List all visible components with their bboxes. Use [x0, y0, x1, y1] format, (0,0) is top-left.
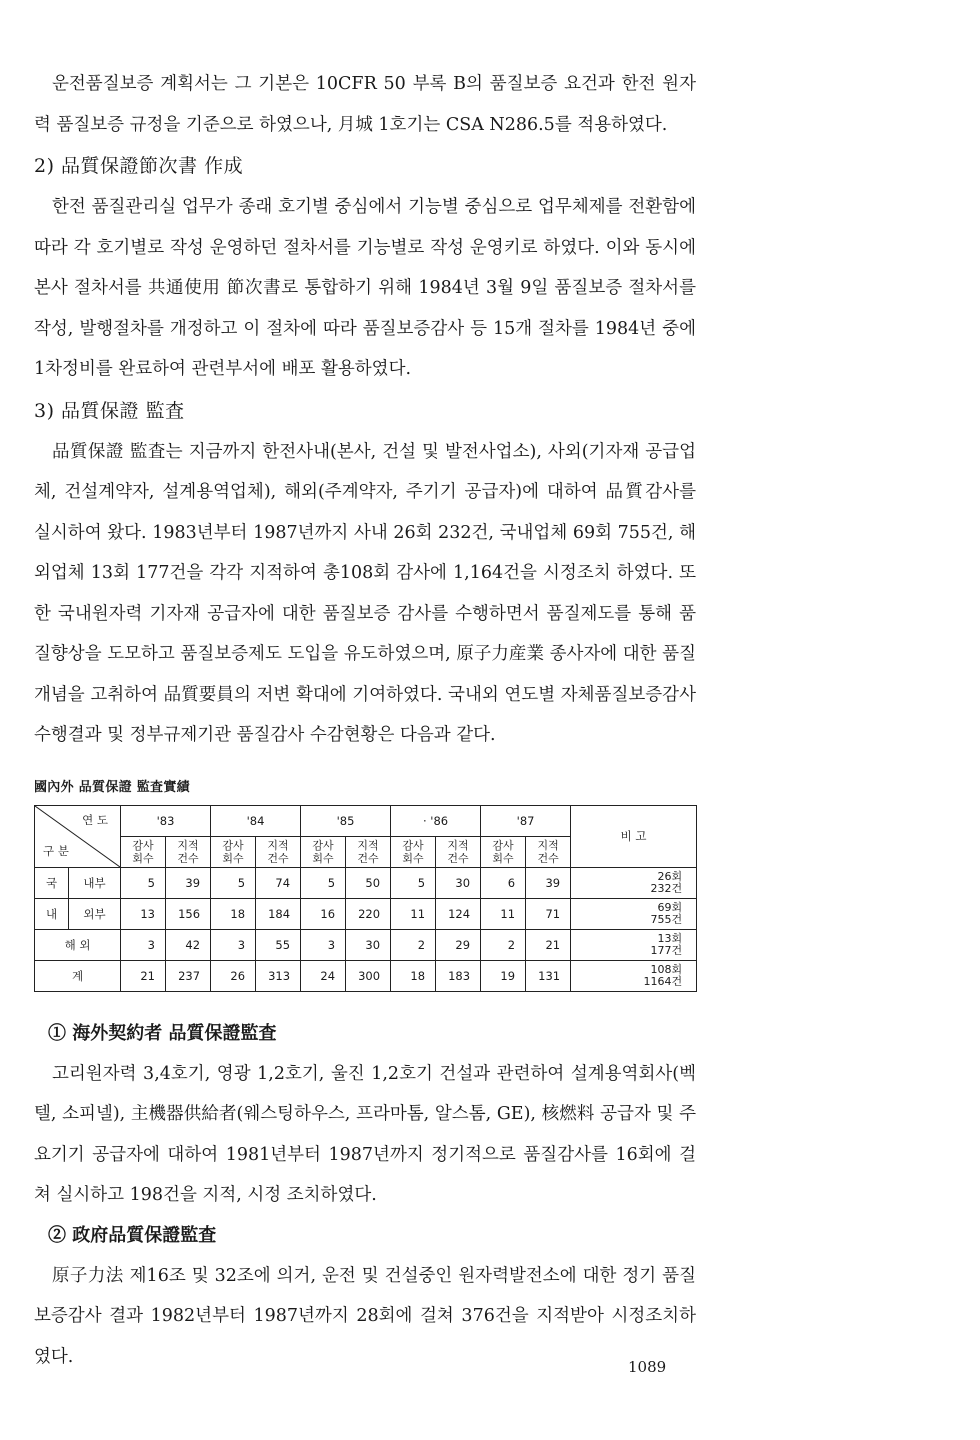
row-label: 내부: [69, 867, 121, 898]
audit-count-header: 감사 회수: [391, 836, 436, 867]
group-label-domestic: 국: [35, 867, 69, 898]
finding-count-header: 지적 건수: [256, 836, 301, 867]
cell-value: 11: [391, 898, 436, 929]
cell-value: 220: [346, 898, 391, 929]
page-number: 1089: [628, 1358, 667, 1376]
cell-value: 30: [436, 867, 481, 898]
table-caption: 國內外 品質保證 監査實績: [34, 779, 190, 795]
subsection-1-title: ① 海外契約者 品質保證監査: [48, 1022, 277, 1044]
cell-value: 300: [346, 960, 391, 991]
cell-value: 3: [301, 929, 346, 960]
year-header: · '86: [391, 805, 481, 836]
audit-count-header: 감사 회수: [121, 836, 166, 867]
cell-value: 21: [526, 929, 571, 960]
cell-value: 2: [391, 929, 436, 960]
year-header: '87: [481, 805, 571, 836]
audit-count-header: 감사 회수: [211, 836, 256, 867]
cell-value: 42: [166, 929, 211, 960]
section-2-title: 2) 品質保證節次書 作成: [34, 155, 244, 177]
note-header: 비 고: [571, 805, 697, 867]
cell-value: 156: [166, 898, 211, 929]
cell-value: 55: [256, 929, 301, 960]
cell-value: 2: [481, 929, 526, 960]
cell-value: 30: [346, 929, 391, 960]
table-corner-cell: [35, 805, 121, 867]
row-note: 13회 177건: [571, 929, 697, 960]
section-2-body: 한전 품질관리실 업무가 종래 호기별 중심에서 기능별 중심으로 업무체제를 전환함에 따라 각 호기별로 작성 운영하던 절차서를 기능별로 작성 운영키로 하였다. 이와 동시에 본사 절차서를 共通使用 節次書로 통합하기 위해 1984년 3월 9일 품질보증 절차서를 작성, 발행절차를 개정하고 이 절차에 따라 품질보증감사 등 15개 절차를 1984년 중에 1차정비를 완료하여 관련부서에 배포 활용하였다.: [34, 197, 696, 379]
cell-value: 16: [301, 898, 346, 929]
cell-value: 19: [481, 960, 526, 991]
cell-value: 71: [526, 898, 571, 929]
cell-value: 184: [256, 898, 301, 929]
year-header: '85: [301, 805, 391, 836]
table-row: [35, 929, 697, 960]
table-header-years: [35, 805, 697, 836]
cell-value: 24: [301, 960, 346, 991]
cell-value: 11: [481, 898, 526, 929]
cell-value: 124: [436, 898, 481, 929]
audit-results-table: [34, 805, 697, 992]
cell-value: 131: [526, 960, 571, 991]
cell-value: 26: [211, 960, 256, 991]
year-header: '83: [121, 805, 211, 836]
row-label: 계: [35, 960, 121, 991]
cell-value: 237: [166, 960, 211, 991]
year-header: '84: [211, 805, 301, 836]
subsection-1-body: 고리원자력 3,4호기, 영광 1,2호기, 울진 1,2호기 건설과 관련하여 설계용역회사(벡텔, 소피넬), 主機器供給者(웨스팅하우스, 프라마톰, 알스톰, GE), 核燃料 공급자 및 주요기기 공급자에 대하여 1981년부터 1987년까지 정기적으로 품질감사를 16회에 걸쳐 실시하고 198건을 지적, 시정 조치하였다.: [34, 1063, 696, 1205]
section-3-body: 品質保證 監査는 지금까지 한전사내(본사, 건설 및 발전사업소), 사외(기자재 공급업체, 건설계약자, 설계용역업체), 해외(주계약자, 주기기 공급자)에 대하여 品質감사를 실시하여 왔다. 1983년부터 1987년까지 사내 26회 232건, 국내업체 69회 755건, 해외업체 13회 177건을 각각 지적하여 총108회 감사에 1,164건을 시정조치 하였다. 또한 국내원자력 기자재 공급자에 대한 품질보증 감사를 수행하면서 품질제도를 통해 품질향상을 도모하고 품질보증제도 도입을 유도하였으며, 原子力産業 종사자에 대한 품질개념을 고취하여 品質要員의 저변 확대에 기여하였다. 국내외 연도별 자체품질보증감사 수행결과 및 정부규제기관 품질감사 수감현황은 다음과 같다.: [34, 441, 696, 745]
cell-value: 39: [166, 867, 211, 898]
row-label: 해 외: [35, 929, 121, 960]
finding-count-header: 지적 건수: [166, 836, 211, 867]
intro-paragraph: 운전품질보증 계획서는 그 기본은 10CFR 50 부록 B의 품질보증 요건과 한전 원자력 품질보증 규정을 기준으로 하였으나, 月城 1호기는 CSA N286.5를 적용하였다.: [34, 74, 696, 135]
subsection-2-body: 原子力法 제16조 및 32조에 의거, 운전 및 건설중인 원자력발전소에 대한 정기 품질보증감사 결과 1982년부터 1987년까지 28회에 걸쳐 376건을 지적받아 시정조치하였다.: [34, 1265, 696, 1367]
cell-value: 74: [256, 867, 301, 898]
finding-count-header: 지적 건수: [346, 836, 391, 867]
cell-value: 29: [436, 929, 481, 960]
section-3-title: 3) 品質保證 監査: [34, 399, 185, 422]
cell-value: 5: [211, 867, 256, 898]
cell-value: 5: [121, 867, 166, 898]
finding-count-header: 지적 건수: [526, 836, 571, 867]
corner-label-year: 연 도: [82, 812, 108, 827]
row-note: 108회 1164건: [571, 960, 697, 991]
audit-count-header: 감사 회수: [301, 836, 346, 867]
table-row: [35, 898, 697, 929]
cell-value: 313: [256, 960, 301, 991]
row-note: 69회 755건: [571, 898, 697, 929]
cell-value: 39: [526, 867, 571, 898]
corner-label-category: 구 분: [43, 843, 69, 858]
cell-value: 18: [211, 898, 256, 929]
cell-value: 5: [391, 867, 436, 898]
subsection-2-title: ② 政府品質保證監査: [48, 1224, 217, 1246]
cell-value: 21: [121, 960, 166, 991]
row-note: 26회 232건: [571, 867, 697, 898]
table-row: [35, 867, 697, 898]
cell-value: 50: [346, 867, 391, 898]
cell-value: 6: [481, 867, 526, 898]
cell-value: 18: [391, 960, 436, 991]
cell-value: 3: [121, 929, 166, 960]
cell-value: 183: [436, 960, 481, 991]
audit-count-header: 감사 회수: [481, 836, 526, 867]
row-label: 외부: [69, 898, 121, 929]
cell-value: 3: [211, 929, 256, 960]
group-label-domestic: 내: [35, 898, 69, 929]
cell-value: 5: [301, 867, 346, 898]
finding-count-header: 지적 건수: [436, 836, 481, 867]
document-page: [34, 64, 696, 1377]
table-row-total: [35, 960, 697, 991]
cell-value: 13: [121, 898, 166, 929]
